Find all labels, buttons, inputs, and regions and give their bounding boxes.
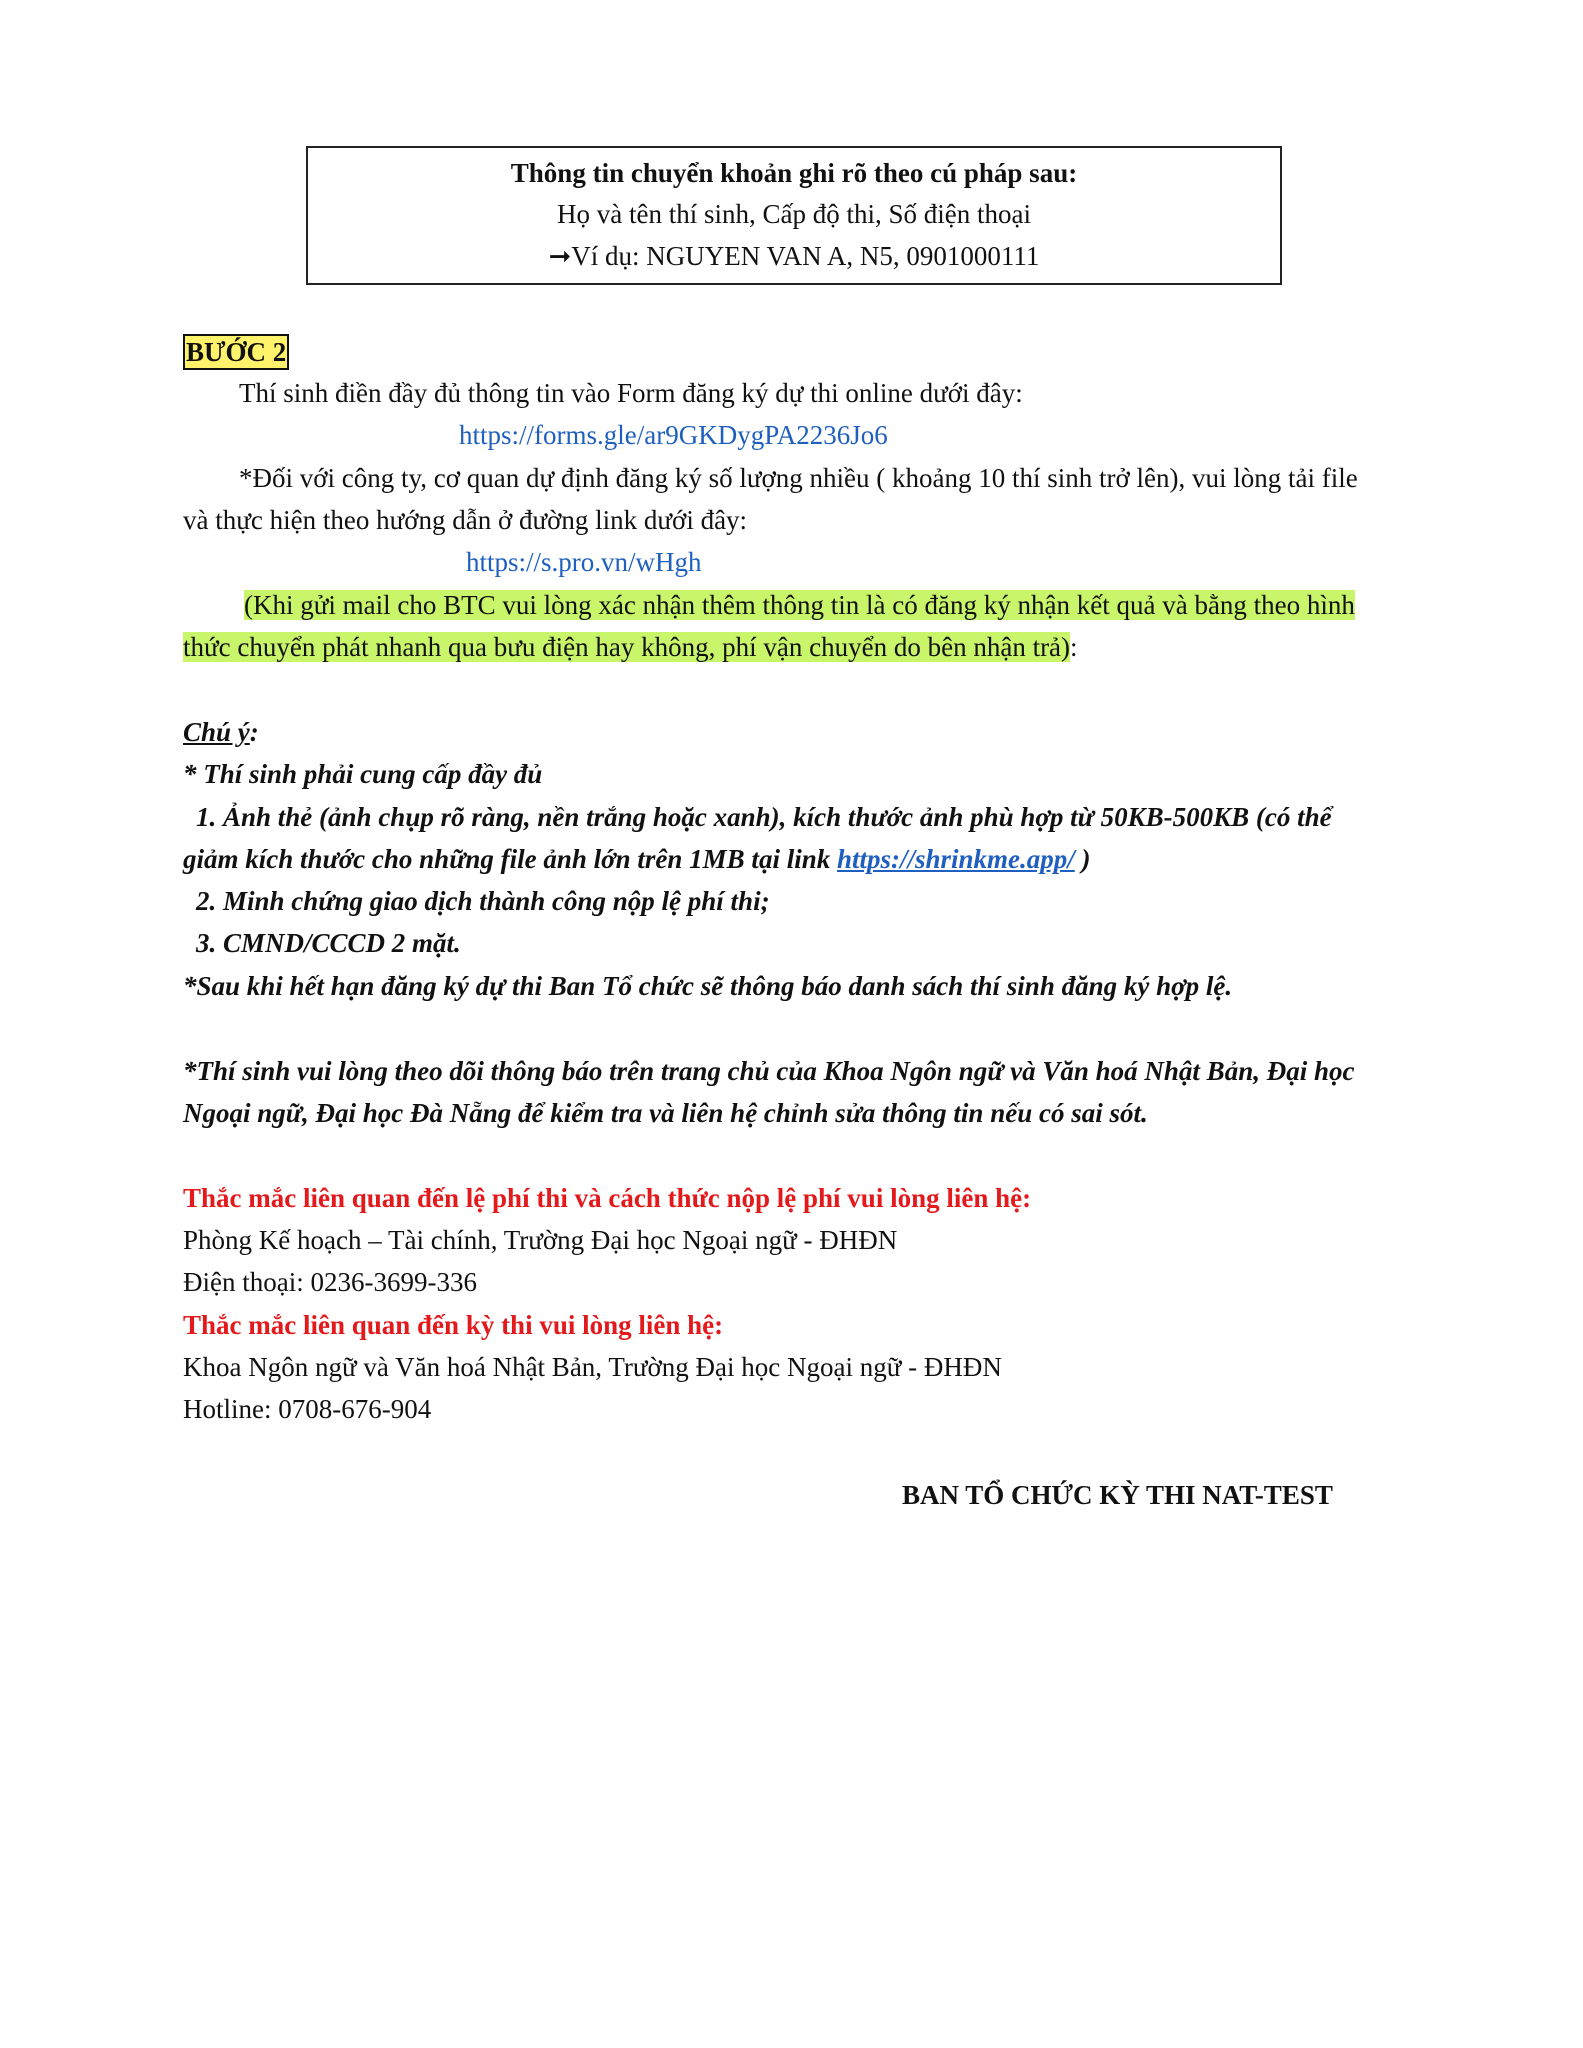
transfer-info-box (306, 146, 1282, 285)
notes-item-1-line-2 (183, 838, 1091, 881)
contact-fee-heading: Thắc mắc liên quan đến lệ phí thi và cách thức nộp lệ phí vui lòng liên hệ: (183, 1183, 1032, 1213)
notes-heading-text: Chú ý (183, 717, 250, 747)
contact-fee-phone: Điện thoại: 0236-3699-336 (183, 1267, 477, 1297)
notes-item-2: 2. Minh chứng giao dịch thành công nộp lệ phí thi; (196, 886, 770, 916)
notes-after-deadline: *Sau khi hết hạn đăng ký dự thi Ban Tổ chức sẽ thông báo danh sách thí sinh đăng ký hợp lệ. (183, 971, 1233, 1001)
organizer-signature: BAN TỔ CHỨC KỲ THI NAT-TEST (902, 1480, 1333, 1510)
notes-must-provide: * Thí sinh phải cung cấp đầy đủ (183, 759, 543, 789)
notes-item-1-text: giảm kích thước cho những file ảnh lớn trên 1MB tại link (183, 844, 831, 874)
registration-form-link[interactable]: https://forms.gle/ar9GKDygPA2236Jo6 (459, 420, 888, 450)
notes-heading-colon: : (249, 717, 259, 747)
step-2-label: BƯỚC 2 (183, 334, 289, 370)
notes-heading (183, 711, 259, 754)
transfer-info-format: Họ và tên thí sinh, Cấp độ thi, Số điện thoại (557, 199, 1031, 229)
notes-item-3: 3. CMND/CCCD 2 mặt. (196, 928, 461, 958)
notes-item-1-close: ) (1081, 844, 1091, 874)
mail-note-text-1: (Khi gửi mail cho BTC vui lòng xác nhận thêm thông tin là có đăng ký nhận kết quả và bằng theo hình (244, 590, 1355, 620)
contact-exam-hotline: Hotline: 0708-676-904 (183, 1394, 432, 1424)
notes-item-1-line-1: 1. Ảnh thẻ (ảnh chụp rõ ràng, nền trắng hoặc xanh), kích thước ảnh phù hợp từ 50KB-500KB (có thể (196, 802, 1332, 832)
contact-exam-heading: Thắc mắc liên quan đến kỳ thi vui lòng liên hệ: (183, 1310, 724, 1340)
mail-note-line-1 (244, 584, 1355, 627)
transfer-info-title: Thông tin chuyển khoản ghi rõ theo cú pháp sau: (510, 158, 1078, 188)
contact-fee-office: Phòng Kế hoạch – Tài chính, Trường Đại học Ngoại ngữ - ĐHĐN (183, 1225, 898, 1255)
company-note-line-1: *Đối với công ty, cơ quan dự định đăng ký số lượng nhiều ( khoảng 10 thí sinh trở lên), vui lòng tải file (239, 463, 1358, 493)
company-registration-link[interactable]: https://s.pro.vn/wHgh (466, 547, 702, 577)
notes-follow-line-1: *Thí sinh vui lòng theo dõi thông báo trên trang chủ của Khoa Ngôn ngữ và Văn hoá Nhật Bản, Đại học (183, 1056, 1355, 1086)
shrinkme-link[interactable]: https://shrinkme.app/ (836, 844, 1075, 874)
notes-follow-line-2: Ngoại ngữ, Đại học Đà Nẵng để kiểm tra và liên hệ chỉnh sửa thông tin nếu có sai sót. (183, 1098, 1148, 1128)
arrow-right-icon: ➞ (548, 241, 572, 271)
mail-note-colon: : (1070, 632, 1078, 662)
transfer-info-example: Ví dụ: NGUYEN VAN A, N5, 0901000111 (571, 241, 1040, 271)
step-2-intro: Thí sinh điền đầy đủ thông tin vào Form đăng ký dự thi online dưới đây: (239, 378, 1023, 408)
mail-note-text-2: thức chuyển phát nhanh qua bưu điện hay không, phí vận chuyển do bên nhận trả) (183, 632, 1071, 662)
mail-note-line-2 (183, 626, 1078, 669)
step-2-label-wrap (183, 331, 289, 374)
contact-exam-office: Khoa Ngôn ngữ và Văn hoá Nhật Bản, Trường Đại học Ngoại ngữ - ĐHĐN (183, 1352, 1002, 1382)
company-note-line-2: và thực hiện theo hướng dẫn ở đường link dưới đây: (183, 505, 748, 535)
transfer-info-example-line (308, 235, 1280, 278)
